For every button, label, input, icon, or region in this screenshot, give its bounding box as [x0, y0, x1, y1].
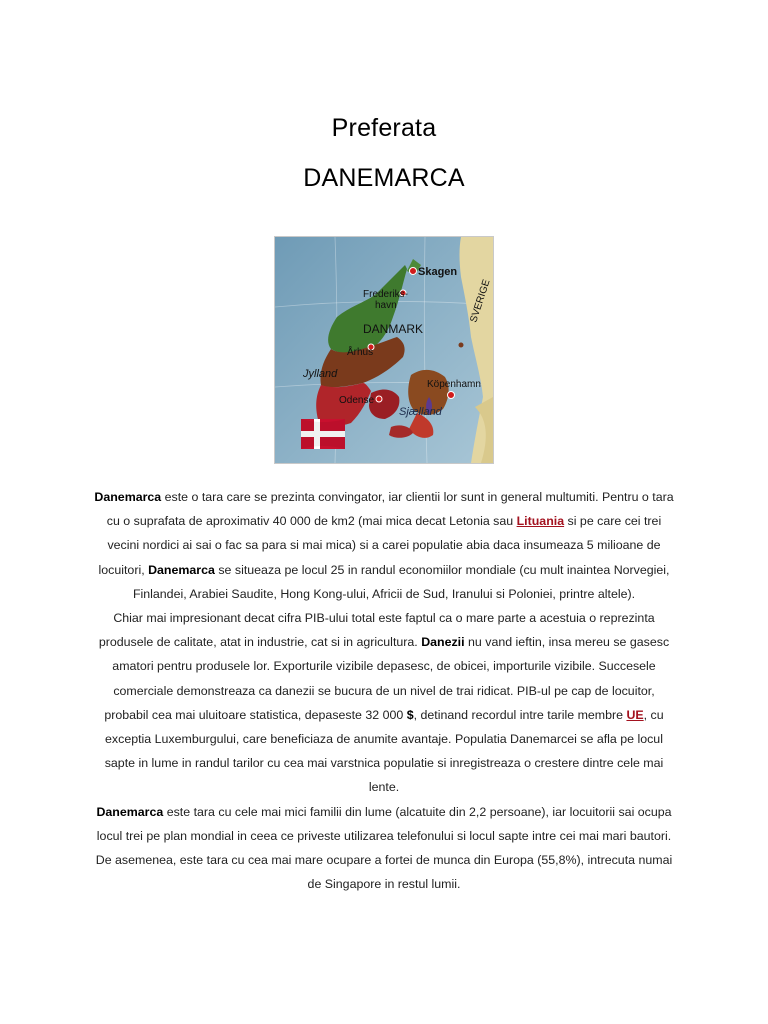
- paragraph-3: Danemarca este tara cu cele mai mici familii din lume (alcatuite din 2,2 persoane), iar locuitorii sai ocupa locul trei pe plan mondial in ceea ce priveste utilizarea telefonului si locul sapte intre cei mai mari bautori. De asemenea, este tara cu cea mai mare ocupare a fortei de munca din Europa (55,8%), intrecuta numai de Singapore in restul lumii.: [95, 804, 673, 892]
- dollar-bold: $: [406, 707, 414, 722]
- document-subtitle: DANEMARCA: [303, 164, 465, 192]
- country-name-bold: Danemarca: [94, 490, 162, 504]
- danezii-bold: Danezii: [421, 635, 465, 650]
- article-body: [92, 485, 676, 896]
- danish-flag: [301, 419, 345, 449]
- map-label-sverige: SVERIGE: [468, 278, 493, 324]
- document-title: Preferata: [331, 114, 437, 142]
- map-label-jylland: Jylland: [303, 368, 338, 380]
- paragraph-2: Chiar mai impresionant decat cifra PIB-ului total este faptul ca o mare parte a acestuia o reprezinta produsele de calitate, atat in industrie, cat si in agricultura. Danezii nu vand ieftin, insa mereu se gasesc amatori pentru produsele lor. Exporturile vizibile depasesc, de obicei, importurile vizibile. Succesele comerciale demonstreaza ca danezii se bucura de un nivel de trai ridicat. PIB-ul pe cap de locuitor, probabil cea mai uluitoare statistica, depaseste 32 000 $, detinand recordul intre tarile membre UE, cu exceptia Luxemburgului, care beneficiaza de anumite avantaje. Populatia Danemarcei se afla pe locul sapte in lume in randul tarilor cu cea mai varstnica populatie si inregistreaza o crestere dintre cele mai lente.: [98, 611, 670, 795]
- country-name-bold: Danemarca: [96, 804, 164, 819]
- map-label-sjaelland: Sjælland: [399, 406, 442, 418]
- link-ue[interactable]: UE: [626, 707, 644, 722]
- map-label-kobenhavn: Köpenhamn: [427, 379, 481, 390]
- denmark-map-image: [274, 236, 494, 464]
- link-lituania[interactable]: Lituania: [516, 514, 565, 529]
- map-label-arhus: Århus: [347, 347, 374, 358]
- map-label-odense: Odense: [339, 395, 375, 406]
- map-label-frederikshavn-1: Frederiks-: [363, 289, 409, 300]
- paragraph-1: Danemarca este o tara care se prezinta convingator, iar clientii lor sunt in general multumiti. Pentru o tara cu o suprafata de aproximativ 40 000 de km2 (mai mica decat Letonia sau Lituania si pe care cei trei vecini nordici ai sai o fac sa para si mai mica) si a carei populatie abia daca insumeaza 5 milioane de locuitori, Danemarca se situeaza pe locul 25 in randul economiilor mondiale (cu mult inaintea Norvegiei, Finlandei, Arabiei Saudite, Hong Kong-ului, Africii de Sud, Iranului si Poloniei, printre altele).: [94, 490, 674, 601]
- country-name-bold: Danemarca: [148, 562, 215, 577]
- map-label-frederikshavn-2: havn: [375, 300, 397, 311]
- map-label-skagen: Skagen: [418, 266, 458, 278]
- map-label-danmark: DANMARK: [363, 322, 424, 336]
